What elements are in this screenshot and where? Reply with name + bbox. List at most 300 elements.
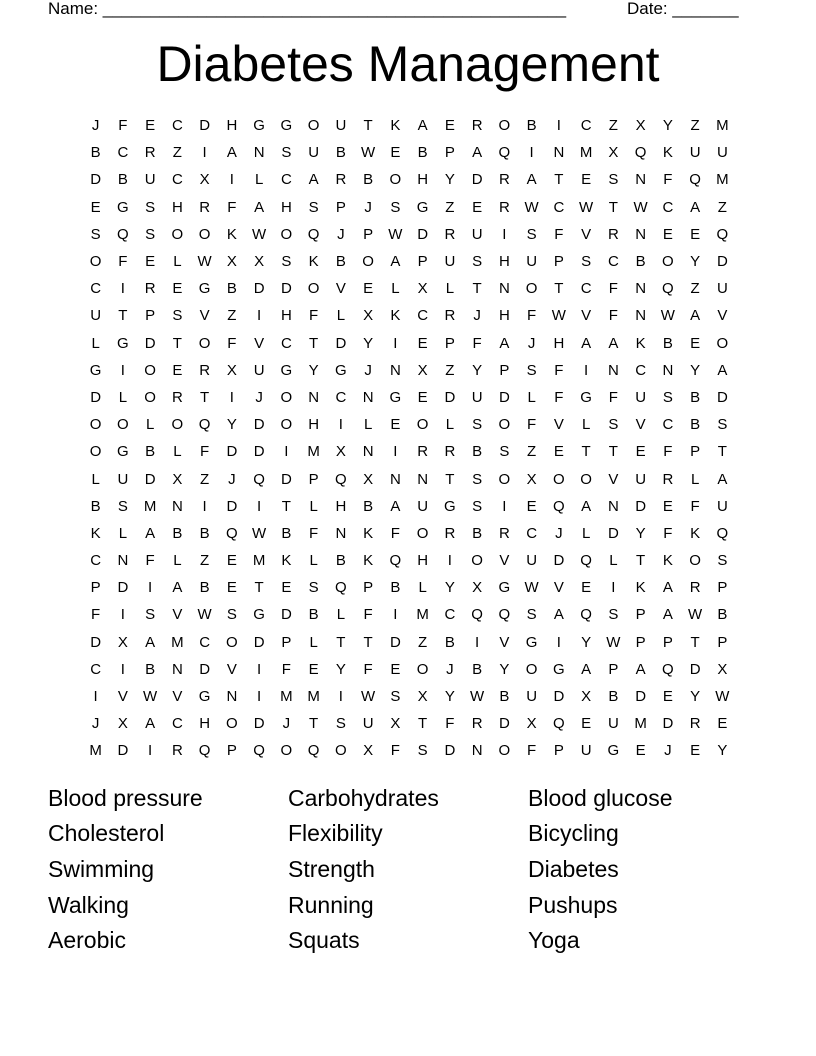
- grid-letter[interactable]: K: [281, 552, 292, 570]
- grid-letter[interactable]: O: [525, 660, 538, 678]
- grid-letter[interactable]: J: [228, 470, 236, 488]
- grid-letter[interactable]: F: [200, 443, 210, 461]
- grid-letter[interactable]: Q: [689, 171, 701, 189]
- grid-letter[interactable]: Y: [690, 688, 701, 706]
- grid-letter[interactable]: A: [608, 334, 619, 352]
- grid-letter[interactable]: W: [361, 688, 376, 706]
- grid-letter[interactable]: Y: [444, 171, 455, 189]
- grid-letter[interactable]: T: [636, 552, 646, 570]
- grid-letter[interactable]: N: [171, 497, 183, 515]
- grid-letter[interactable]: G: [117, 443, 129, 461]
- grid-letter[interactable]: F: [281, 660, 291, 678]
- grid-letter[interactable]: N: [389, 470, 401, 488]
- grid-letter[interactable]: E: [526, 497, 537, 515]
- grid-letter[interactable]: O: [280, 388, 293, 406]
- grid-letter[interactable]: N: [362, 388, 374, 406]
- grid-letter[interactable]: D: [253, 715, 265, 733]
- grid-letter[interactable]: G: [580, 388, 592, 406]
- grid-letter[interactable]: D: [280, 606, 292, 624]
- grid-letter[interactable]: S: [608, 171, 619, 189]
- grid-letter[interactable]: W: [470, 688, 485, 706]
- grid-letter[interactable]: X: [417, 280, 428, 298]
- grid-letter[interactable]: E: [308, 660, 319, 678]
- grid-letter[interactable]: U: [117, 470, 129, 488]
- grid-letter[interactable]: B: [526, 117, 537, 135]
- grid-letter[interactable]: Q: [498, 144, 511, 162]
- grid-letter[interactable]: G: [89, 361, 102, 379]
- grid-letter[interactable]: S: [172, 307, 183, 325]
- grid-letter[interactable]: M: [716, 117, 729, 135]
- grid-letter[interactable]: F: [145, 552, 155, 570]
- grid-letter[interactable]: K: [308, 253, 319, 271]
- grid-letter[interactable]: K: [690, 524, 701, 542]
- grid-letter[interactable]: Q: [553, 497, 565, 515]
- grid-letter[interactable]: U: [526, 552, 538, 570]
- grid-letter[interactable]: P: [499, 361, 510, 379]
- grid-letter[interactable]: V: [581, 225, 592, 243]
- grid-letter[interactable]: S: [281, 144, 292, 162]
- grid-letter[interactable]: D: [280, 470, 292, 488]
- grid-letter[interactable]: N: [117, 552, 129, 570]
- grid-letter[interactable]: T: [336, 633, 346, 651]
- grid-letter[interactable]: Z: [690, 280, 700, 298]
- grid-letter[interactable]: T: [363, 633, 373, 651]
- grid-letter[interactable]: Y: [444, 688, 455, 706]
- grid-letter[interactable]: R: [662, 470, 674, 488]
- grid-letter[interactable]: Q: [498, 606, 511, 624]
- grid-letter[interactable]: Q: [307, 742, 320, 760]
- grid-letter[interactable]: H: [226, 117, 238, 135]
- grid-letter[interactable]: A: [499, 334, 510, 352]
- grid-letter[interactable]: G: [389, 388, 402, 406]
- grid-letter[interactable]: S: [390, 688, 401, 706]
- grid-letter[interactable]: C: [171, 117, 183, 135]
- grid-letter[interactable]: C: [280, 334, 292, 352]
- grid-letter[interactable]: F: [363, 660, 373, 678]
- grid-letter[interactable]: M: [634, 715, 647, 733]
- grid-letter[interactable]: G: [253, 117, 265, 135]
- grid-letter[interactable]: W: [524, 579, 539, 597]
- grid-letter[interactable]: S: [308, 579, 319, 597]
- grid-letter[interactable]: U: [308, 144, 320, 162]
- grid-letter[interactable]: N: [607, 361, 619, 379]
- grid-letter[interactable]: O: [498, 742, 511, 760]
- grid-letter[interactable]: U: [144, 171, 156, 189]
- grid-letter[interactable]: M: [416, 606, 429, 624]
- grid-letter[interactable]: M: [307, 688, 320, 706]
- grid-letter[interactable]: C: [199, 633, 211, 651]
- grid-letter[interactable]: Q: [580, 552, 592, 570]
- grid-letter[interactable]: P: [417, 253, 428, 271]
- grid-letter[interactable]: W: [551, 307, 566, 325]
- grid-letter[interactable]: Q: [580, 606, 592, 624]
- grid-letter[interactable]: S: [281, 253, 292, 271]
- grid-letter[interactable]: D: [635, 497, 647, 515]
- grid-letter[interactable]: Z: [690, 117, 700, 135]
- grid-letter[interactable]: A: [553, 606, 564, 624]
- grid-letter[interactable]: B: [444, 633, 455, 651]
- grid-letter[interactable]: Z: [445, 198, 455, 216]
- grid-letter[interactable]: Z: [717, 198, 727, 216]
- grid-letter[interactable]: U: [689, 144, 701, 162]
- grid-letter[interactable]: G: [253, 606, 265, 624]
- grid-letter[interactable]: K: [363, 552, 374, 570]
- grid-letter[interactable]: R: [607, 225, 619, 243]
- grid-letter[interactable]: I: [257, 688, 262, 706]
- grid-letter[interactable]: B: [145, 660, 156, 678]
- grid-letter[interactable]: Y: [499, 660, 510, 678]
- grid-letter[interactable]: S: [472, 416, 483, 434]
- grid-letter[interactable]: T: [309, 334, 319, 352]
- grid-letter[interactable]: R: [444, 225, 456, 243]
- grid-letter[interactable]: C: [662, 198, 674, 216]
- grid-letter[interactable]: B: [363, 171, 374, 189]
- grid-letter[interactable]: U: [90, 307, 102, 325]
- grid-letter[interactable]: V: [172, 688, 183, 706]
- grid-letter[interactable]: D: [226, 443, 238, 461]
- grid-letter[interactable]: U: [253, 361, 265, 379]
- grid-letter[interactable]: W: [388, 225, 403, 243]
- grid-letter[interactable]: X: [363, 742, 374, 760]
- grid-letter[interactable]: L: [690, 470, 700, 488]
- grid-letter[interactable]: E: [635, 742, 646, 760]
- grid-letter[interactable]: D: [144, 334, 156, 352]
- grid-letter[interactable]: Z: [200, 552, 210, 570]
- grid-letter[interactable]: B: [690, 388, 701, 406]
- grid-letter[interactable]: Z: [172, 144, 182, 162]
- grid-letter[interactable]: L: [254, 171, 264, 189]
- grid-letter[interactable]: X: [526, 715, 537, 733]
- grid-letter[interactable]: F: [472, 334, 482, 352]
- grid-letter[interactable]: A: [635, 660, 646, 678]
- grid-letter[interactable]: Q: [253, 742, 265, 760]
- grid-letter[interactable]: C: [553, 198, 565, 216]
- grid-letter[interactable]: S: [390, 198, 401, 216]
- grid-letter[interactable]: W: [715, 688, 730, 706]
- grid-letter[interactable]: X: [526, 470, 537, 488]
- grid-letter[interactable]: O: [307, 117, 320, 135]
- grid-letter[interactable]: D: [635, 688, 647, 706]
- grid-letter[interactable]: L: [173, 253, 182, 271]
- grid-letter[interactable]: Y: [717, 742, 728, 760]
- grid-letter[interactable]: P: [553, 253, 564, 271]
- grid-letter[interactable]: S: [662, 388, 673, 406]
- grid-letter[interactable]: E: [281, 579, 292, 597]
- grid-letter[interactable]: S: [226, 606, 237, 624]
- grid-letter[interactable]: M: [716, 171, 729, 189]
- grid-letter[interactable]: S: [472, 497, 483, 515]
- grid-letter[interactable]: V: [553, 416, 564, 434]
- grid-letter[interactable]: O: [689, 552, 701, 570]
- grid-letter[interactable]: M: [89, 742, 102, 760]
- grid-letter[interactable]: R: [471, 117, 483, 135]
- grid-letter[interactable]: B: [472, 443, 483, 461]
- grid-letter[interactable]: D: [444, 388, 456, 406]
- grid-letter[interactable]: A: [254, 198, 265, 216]
- grid-letter[interactable]: O: [144, 361, 156, 379]
- name-field[interactable]: Name: _________________________________________________: [48, 0, 567, 18]
- grid-letter[interactable]: U: [417, 497, 429, 515]
- grid-letter[interactable]: R: [335, 171, 347, 189]
- grid-letter[interactable]: E: [662, 225, 673, 243]
- grid-letter[interactable]: Q: [471, 606, 483, 624]
- grid-letter[interactable]: S: [526, 361, 537, 379]
- grid-letter[interactable]: Y: [690, 253, 701, 271]
- grid-letter[interactable]: E: [390, 416, 401, 434]
- grid-letter[interactable]: Z: [527, 443, 537, 461]
- grid-letter[interactable]: A: [417, 117, 428, 135]
- grid-letter[interactable]: H: [335, 497, 347, 515]
- grid-letter[interactable]: V: [553, 579, 564, 597]
- grid-letter[interactable]: A: [690, 198, 701, 216]
- grid-letter[interactable]: D: [689, 660, 701, 678]
- grid-letter[interactable]: O: [416, 660, 429, 678]
- grid-letter[interactable]: O: [389, 171, 402, 189]
- grid-letter[interactable]: S: [472, 470, 483, 488]
- grid-letter[interactable]: N: [171, 660, 183, 678]
- grid-letter[interactable]: O: [280, 416, 293, 434]
- grid-letter[interactable]: D: [662, 715, 674, 733]
- grid-letter[interactable]: T: [608, 198, 618, 216]
- grid-letter[interactable]: Z: [418, 633, 428, 651]
- grid-letter[interactable]: W: [252, 225, 267, 243]
- grid-letter[interactable]: N: [498, 280, 510, 298]
- grid-letter[interactable]: J: [91, 715, 100, 733]
- grid-letter[interactable]: D: [253, 633, 265, 651]
- grid-letter[interactable]: E: [363, 280, 374, 298]
- grid-letter[interactable]: D: [253, 280, 265, 298]
- grid-letter[interactable]: F: [690, 497, 700, 515]
- grid-letter[interactable]: D: [471, 171, 483, 189]
- grid-letter[interactable]: V: [635, 416, 646, 434]
- grid-letter[interactable]: I: [257, 497, 262, 515]
- grid-letter[interactable]: Q: [716, 225, 729, 243]
- grid-letter[interactable]: I: [120, 660, 125, 678]
- grid-letter[interactable]: F: [118, 253, 128, 271]
- grid-letter[interactable]: Y: [662, 117, 673, 135]
- grid-letter[interactable]: I: [229, 171, 234, 189]
- grid-letter[interactable]: L: [309, 552, 318, 570]
- grid-letter[interactable]: T: [554, 280, 564, 298]
- grid-letter[interactable]: E: [145, 253, 156, 271]
- grid-letter[interactable]: Y: [472, 361, 483, 379]
- grid-letter[interactable]: O: [280, 742, 293, 760]
- grid-letter[interactable]: D: [335, 334, 347, 352]
- grid-letter[interactable]: C: [444, 606, 456, 624]
- grid-letter[interactable]: E: [172, 361, 183, 379]
- grid-letter[interactable]: C: [90, 660, 102, 678]
- grid-letter[interactable]: U: [526, 688, 538, 706]
- grid-letter[interactable]: L: [309, 497, 318, 515]
- grid-letter[interactable]: U: [362, 715, 374, 733]
- grid-letter[interactable]: I: [611, 579, 616, 597]
- grid-letter[interactable]: R: [689, 715, 701, 733]
- grid-letter[interactable]: P: [717, 633, 728, 651]
- grid-letter[interactable]: Q: [389, 552, 402, 570]
- grid-letter[interactable]: I: [148, 742, 153, 760]
- grid-letter[interactable]: B: [662, 334, 673, 352]
- grid-letter[interactable]: K: [635, 334, 646, 352]
- grid-letter[interactable]: X: [635, 117, 646, 135]
- grid-letter[interactable]: I: [229, 388, 234, 406]
- grid-letter[interactable]: K: [662, 552, 673, 570]
- grid-letter[interactable]: X: [335, 443, 346, 461]
- grid-letter[interactable]: L: [91, 470, 100, 488]
- grid-letter[interactable]: D: [226, 497, 238, 515]
- grid-letter[interactable]: R: [444, 524, 456, 542]
- grid-letter[interactable]: U: [716, 497, 728, 515]
- grid-letter[interactable]: W: [143, 688, 158, 706]
- grid-letter[interactable]: E: [635, 443, 646, 461]
- grid-letter[interactable]: Q: [198, 416, 211, 434]
- grid-letter[interactable]: P: [308, 470, 319, 488]
- grid-letter[interactable]: T: [118, 307, 128, 325]
- grid-letter[interactable]: V: [608, 470, 619, 488]
- grid-letter[interactable]: B: [335, 253, 346, 271]
- grid-letter[interactable]: O: [471, 552, 483, 570]
- grid-letter[interactable]: I: [584, 361, 589, 379]
- grid-letter[interactable]: S: [526, 606, 537, 624]
- grid-letter[interactable]: L: [145, 416, 155, 434]
- grid-letter[interactable]: P: [281, 633, 292, 651]
- grid-letter[interactable]: W: [197, 606, 212, 624]
- grid-letter[interactable]: V: [226, 660, 237, 678]
- grid-letter[interactable]: B: [335, 552, 346, 570]
- grid-letter[interactable]: H: [553, 334, 565, 352]
- grid-letter[interactable]: I: [284, 443, 289, 461]
- grid-letter[interactable]: J: [255, 388, 263, 406]
- grid-letter[interactable]: E: [172, 280, 183, 298]
- grid-letter[interactable]: I: [393, 334, 398, 352]
- grid-letter[interactable]: A: [472, 144, 483, 162]
- grid-letter[interactable]: X: [581, 688, 592, 706]
- grid-letter[interactable]: A: [526, 171, 537, 189]
- grid-letter[interactable]: I: [120, 606, 125, 624]
- grid-letter[interactable]: S: [308, 198, 319, 216]
- grid-letter[interactable]: C: [117, 144, 129, 162]
- grid-letter[interactable]: L: [418, 579, 427, 597]
- grid-letter[interactable]: D: [144, 470, 156, 488]
- grid-letter[interactable]: U: [580, 742, 592, 760]
- grid-letter[interactable]: L: [609, 552, 618, 570]
- grid-letter[interactable]: L: [445, 280, 455, 298]
- grid-letter[interactable]: Y: [581, 633, 592, 651]
- grid-letter[interactable]: H: [417, 552, 429, 570]
- grid-letter[interactable]: E: [581, 171, 592, 189]
- grid-letter[interactable]: P: [662, 633, 673, 651]
- grid-letter[interactable]: Y: [226, 416, 237, 434]
- grid-letter[interactable]: S: [717, 416, 728, 434]
- grid-letter[interactable]: E: [690, 742, 701, 760]
- grid-letter[interactable]: W: [197, 253, 212, 271]
- grid-letter[interactable]: W: [524, 198, 539, 216]
- grid-letter[interactable]: P: [226, 742, 237, 760]
- grid-letter[interactable]: G: [416, 198, 429, 216]
- grid-letter[interactable]: S: [335, 715, 346, 733]
- grid-letter[interactable]: R: [444, 443, 456, 461]
- grid-letter[interactable]: I: [120, 280, 125, 298]
- grid-letter[interactable]: J: [364, 361, 372, 379]
- grid-letter[interactable]: F: [363, 606, 373, 624]
- grid-letter[interactable]: E: [444, 117, 455, 135]
- grid-letter[interactable]: H: [199, 715, 211, 733]
- grid-letter[interactable]: I: [120, 361, 125, 379]
- grid-letter[interactable]: C: [607, 253, 619, 271]
- grid-letter[interactable]: O: [198, 334, 211, 352]
- grid-letter[interactable]: E: [553, 443, 564, 461]
- grid-letter[interactable]: T: [445, 470, 455, 488]
- grid-letter[interactable]: D: [716, 388, 728, 406]
- grid-letter[interactable]: K: [390, 307, 401, 325]
- grid-letter[interactable]: D: [553, 552, 565, 570]
- grid-letter[interactable]: M: [307, 443, 320, 461]
- grid-letter[interactable]: H: [498, 253, 510, 271]
- grid-letter[interactable]: U: [526, 253, 538, 271]
- grid-letter[interactable]: B: [172, 524, 183, 542]
- grid-letter[interactable]: P: [444, 144, 455, 162]
- grid-letter[interactable]: Q: [253, 470, 265, 488]
- grid-letter[interactable]: C: [635, 361, 647, 379]
- grid-letter[interactable]: S: [472, 253, 483, 271]
- grid-letter[interactable]: R: [471, 715, 483, 733]
- grid-letter[interactable]: E: [226, 579, 237, 597]
- grid-letter[interactable]: X: [717, 660, 728, 678]
- grid-letter[interactable]: E: [390, 660, 401, 678]
- grid-letter[interactable]: C: [417, 307, 429, 325]
- grid-letter[interactable]: F: [608, 388, 618, 406]
- grid-letter[interactable]: A: [717, 470, 728, 488]
- grid-letter[interactable]: P: [635, 606, 646, 624]
- grid-letter[interactable]: F: [118, 117, 128, 135]
- grid-letter[interactable]: B: [499, 688, 510, 706]
- grid-letter[interactable]: S: [90, 225, 101, 243]
- grid-letter[interactable]: E: [690, 225, 701, 243]
- grid-letter[interactable]: D: [117, 579, 129, 597]
- grid-letter[interactable]: X: [608, 144, 619, 162]
- grid-letter[interactable]: F: [227, 334, 237, 352]
- grid-letter[interactable]: I: [556, 117, 561, 135]
- grid-letter[interactable]: A: [662, 579, 673, 597]
- grid-letter[interactable]: I: [475, 633, 480, 651]
- grid-letter[interactable]: L: [173, 443, 182, 461]
- grid-letter[interactable]: K: [226, 225, 237, 243]
- grid-letter[interactable]: T: [281, 497, 291, 515]
- grid-letter[interactable]: W: [579, 198, 594, 216]
- grid-letter[interactable]: T: [200, 388, 210, 406]
- grid-letter[interactable]: D: [498, 715, 510, 733]
- grid-letter[interactable]: G: [553, 660, 565, 678]
- grid-letter[interactable]: U: [471, 225, 483, 243]
- grid-letter[interactable]: Q: [198, 742, 211, 760]
- grid-letter[interactable]: Z: [227, 307, 237, 325]
- grid-letter[interactable]: V: [335, 280, 346, 298]
- grid-letter[interactable]: C: [280, 171, 292, 189]
- grid-letter[interactable]: F: [554, 225, 564, 243]
- grid-letter[interactable]: B: [717, 606, 728, 624]
- grid-letter[interactable]: R: [199, 198, 211, 216]
- grid-letter[interactable]: O: [89, 443, 102, 461]
- grid-letter[interactable]: B: [417, 144, 428, 162]
- grid-letter[interactable]: O: [416, 524, 429, 542]
- grid-letter[interactable]: I: [257, 660, 262, 678]
- grid-letter[interactable]: H: [280, 198, 292, 216]
- grid-letter[interactable]: C: [171, 715, 183, 733]
- grid-letter[interactable]: N: [308, 388, 320, 406]
- grid-letter[interactable]: X: [172, 470, 183, 488]
- grid-letter[interactable]: G: [498, 579, 511, 597]
- grid-letter[interactable]: P: [553, 742, 564, 760]
- grid-letter[interactable]: D: [117, 742, 129, 760]
